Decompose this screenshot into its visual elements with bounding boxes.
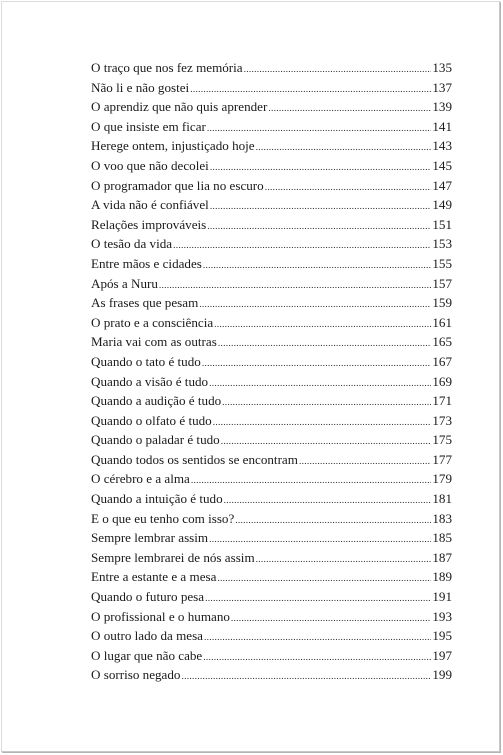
toc-entry-title: Quando todos os sentidos se encontram bbox=[91, 451, 298, 467]
toc-entry-page-number: 185 bbox=[432, 530, 452, 546]
toc-entry-page-number: 177 bbox=[432, 451, 452, 467]
toc-entry-title: Entre mãos e cidades bbox=[91, 255, 202, 271]
toc-dot-leader bbox=[235, 512, 431, 532]
toc-entry bbox=[91, 234, 452, 254]
toc-entry-title: E o que eu tenho com isso? bbox=[91, 510, 235, 526]
toc-dot-leader bbox=[231, 610, 431, 630]
toc-entry-title: O cérebro e a alma bbox=[91, 471, 190, 487]
toc-dot-leader bbox=[222, 394, 431, 414]
toc-entry-title: O aprendiz que não quis aprender bbox=[91, 99, 268, 115]
toc-entry bbox=[91, 78, 452, 98]
toc-entry-title: O sorriso negado bbox=[91, 667, 181, 683]
toc-entry bbox=[91, 176, 452, 196]
toc-entry-page-number: 183 bbox=[432, 510, 452, 526]
toc-dot-leader bbox=[202, 355, 432, 375]
toc-entry-page-number: 171 bbox=[432, 393, 452, 409]
toc-entry bbox=[91, 254, 452, 274]
toc-entry-page-number: 187 bbox=[432, 549, 452, 565]
toc-entry-title: Sempre lembrar assim bbox=[91, 530, 209, 546]
toc-dot-leader bbox=[205, 590, 431, 610]
toc-entry bbox=[91, 646, 452, 666]
toc-entry-title: O prato e a consciência bbox=[91, 314, 214, 330]
toc-entry-page-number: 173 bbox=[432, 412, 452, 428]
toc-entry-page-number: 139 bbox=[432, 99, 452, 115]
toc-entry-title: Relações improváveis bbox=[91, 216, 207, 232]
toc-dot-leader bbox=[181, 668, 431, 688]
toc-entry bbox=[91, 332, 452, 352]
toc-entry-title: As frases que pesam bbox=[91, 295, 199, 311]
toc-dot-leader bbox=[203, 649, 431, 669]
toc-entry-page-number: 181 bbox=[432, 491, 452, 507]
toc-entry-page-number: 197 bbox=[432, 647, 452, 663]
toc-entry-title: O profissional e o humano bbox=[91, 608, 230, 624]
toc-dot-leader bbox=[173, 237, 431, 257]
toc-dot-leader bbox=[214, 316, 431, 336]
toc-entry-page-number: 199 bbox=[432, 667, 452, 683]
toc-entry-title: O tesão da vida bbox=[91, 236, 173, 252]
toc-entry-title: Quando a intuição é tudo bbox=[91, 491, 223, 507]
toc-entry bbox=[91, 450, 452, 470]
toc-entry-page-number: 159 bbox=[432, 295, 452, 311]
toc-entry-page-number: 157 bbox=[432, 275, 452, 291]
toc-entry-title: Após a Nuru bbox=[91, 275, 158, 291]
toc-entry-title: O programador que lia no escuro bbox=[91, 177, 264, 193]
toc-entry-page-number: 141 bbox=[432, 118, 452, 134]
toc-entry-title: Herege ontem, injustiçado hoje bbox=[91, 138, 255, 154]
toc-entry-title: Quando o olfato é tudo bbox=[91, 412, 212, 428]
toc-dot-leader bbox=[213, 414, 432, 434]
toc-dot-leader bbox=[159, 277, 431, 297]
toc-entry bbox=[91, 567, 452, 587]
toc-entry-title: Quando a audição é tudo bbox=[91, 393, 222, 409]
toc-entry bbox=[91, 372, 452, 392]
toc-entry-title: Quando o paladar é tudo bbox=[91, 432, 220, 448]
toc-entry bbox=[91, 352, 452, 372]
toc-entry-page-number: 179 bbox=[432, 471, 452, 487]
toc-entry bbox=[91, 97, 452, 117]
toc-entry-page-number: 169 bbox=[432, 373, 452, 389]
toc-entry-page-number: 165 bbox=[432, 334, 452, 350]
toc-entry-page-number: 195 bbox=[432, 628, 452, 644]
toc-entry-title: A vida não é confiável bbox=[91, 197, 209, 213]
toc-entry bbox=[91, 117, 452, 137]
toc-entry bbox=[91, 430, 452, 450]
toc-dot-leader bbox=[299, 453, 431, 473]
toc-dot-leader bbox=[217, 570, 431, 590]
toc-dot-leader bbox=[191, 472, 431, 492]
toc-entry-title: Quando o tato é tudo bbox=[91, 353, 201, 369]
toc-entry-page-number: 151 bbox=[432, 216, 452, 232]
toc-entry bbox=[91, 58, 452, 78]
toc-entry-title: O lugar que não cabe bbox=[91, 647, 203, 663]
toc-entry bbox=[91, 215, 452, 235]
toc-entry bbox=[91, 509, 452, 529]
toc-entry-title: Quando o futuro pesa bbox=[91, 589, 205, 605]
toc-entry-page-number: 153 bbox=[432, 236, 452, 252]
toc-dot-leader bbox=[204, 629, 431, 649]
toc-entry bbox=[91, 156, 452, 176]
toc-dot-leader bbox=[209, 375, 431, 395]
toc-entry-page-number: 155 bbox=[432, 255, 452, 271]
toc-entry-title: O que insiste em ficar bbox=[91, 118, 206, 134]
toc-entry-page-number: 161 bbox=[432, 314, 452, 330]
document-page bbox=[1, 1, 500, 752]
toc-dot-leader bbox=[218, 335, 432, 355]
toc-entry-page-number: 175 bbox=[432, 432, 452, 448]
toc-dot-leader bbox=[256, 551, 432, 571]
toc-entry bbox=[91, 136, 452, 156]
toc-entry bbox=[91, 548, 452, 568]
toc-entry bbox=[91, 626, 452, 646]
toc-entry-title: Sempre lembrarei de nós assim bbox=[91, 549, 255, 565]
toc-entry bbox=[91, 469, 452, 489]
toc-entry-page-number: 193 bbox=[432, 608, 452, 624]
toc-dot-leader bbox=[207, 218, 431, 238]
toc-entry-title: Maria vai com as outras bbox=[91, 334, 217, 350]
toc-dot-leader bbox=[268, 100, 431, 120]
toc-entry-title: O outro lado da mesa bbox=[91, 628, 203, 644]
toc-entry-page-number: 167 bbox=[432, 353, 452, 369]
toc-dot-leader bbox=[199, 296, 431, 316]
toc-dot-leader bbox=[244, 61, 432, 81]
toc-entry-title: Não li e não gostei bbox=[91, 79, 190, 95]
toc-entry-page-number: 137 bbox=[432, 79, 452, 95]
toc-entry-title: Entre a estante e a mesa bbox=[91, 569, 217, 585]
toc-dot-leader bbox=[256, 139, 432, 159]
toc-entry-page-number: 189 bbox=[432, 569, 452, 585]
toc-dot-leader bbox=[265, 179, 432, 199]
toc-entry bbox=[91, 489, 452, 509]
toc-dot-leader bbox=[203, 257, 431, 277]
toc-entry bbox=[91, 391, 452, 411]
toc-entry bbox=[91, 195, 452, 215]
toc-entry-page-number: 149 bbox=[432, 197, 452, 213]
toc-entry-page-number: 135 bbox=[432, 60, 452, 75]
table-of-contents bbox=[91, 58, 452, 685]
toc-dot-leader bbox=[224, 492, 432, 512]
toc-dot-leader bbox=[210, 198, 432, 218]
toc-entry bbox=[91, 607, 452, 627]
toc-entry bbox=[91, 587, 452, 607]
toc-entry bbox=[91, 411, 452, 431]
toc-entry bbox=[91, 313, 452, 333]
toc-entry-page-number: 143 bbox=[432, 138, 452, 154]
toc-entry bbox=[91, 293, 452, 313]
toc-entry bbox=[91, 528, 452, 548]
toc-entry-title: O voo que não decolei bbox=[91, 157, 209, 173]
toc-entry-page-number: 145 bbox=[432, 157, 452, 173]
toc-entry-title: O traço que nos fez memória bbox=[91, 60, 243, 75]
toc-entry-page-number: 147 bbox=[432, 177, 452, 193]
toc-entry-page-number: 191 bbox=[432, 589, 452, 605]
toc-entry-title: Quando a visão é tudo bbox=[91, 373, 209, 389]
toc-entry bbox=[91, 665, 452, 685]
toc-entry bbox=[91, 274, 452, 294]
